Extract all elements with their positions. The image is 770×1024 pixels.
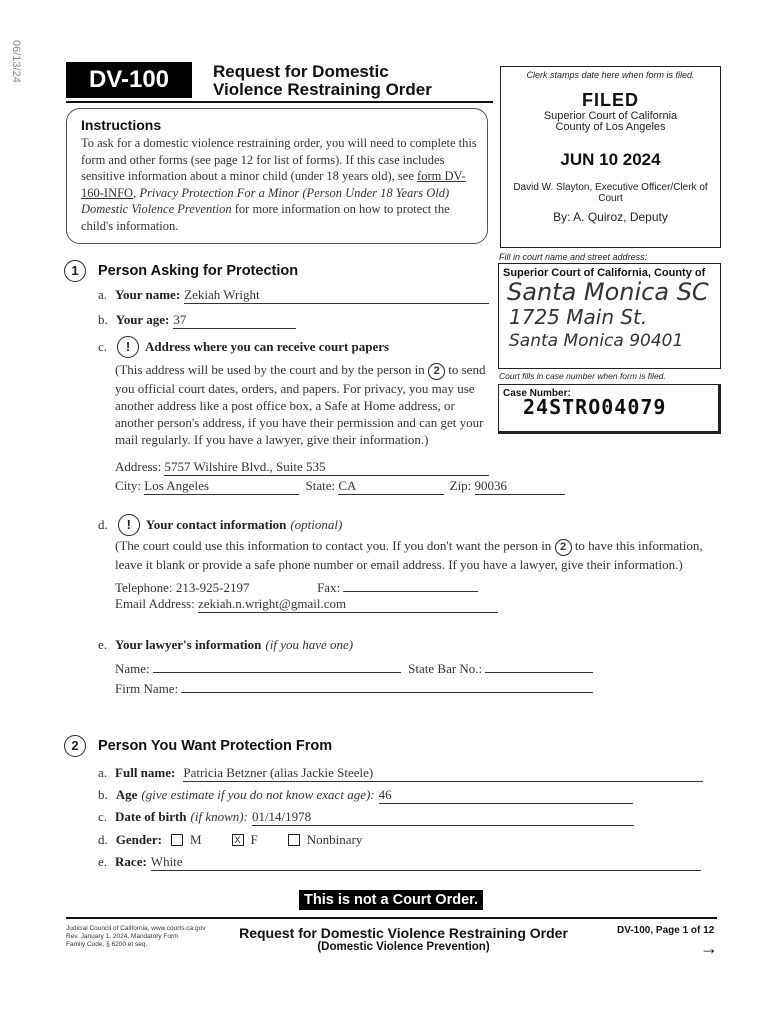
instructions-text: To ask for a domestic violence restraining order, you will need to complete this form and other forms (see page 12 for list of forms). If this case includes sensitive information about a minor child (under 18 years old), see form DV-160-INFO, Privacy Protection For a Minor (Person Under 18 Years Old) Domestic Violence Prevention for more information on how to protect the child's information. — [81, 136, 477, 233]
contact-explanation: (The court could use this information to contact you. If you don't want the person in 2 to have this information, leave it blank or provide a safe phone number or email address. If you have a lawyer, give their information.) — [115, 538, 703, 572]
case-number: 24STRO04079 — [523, 395, 667, 419]
dob-label: Date of birth — [115, 809, 187, 824]
zip-field[interactable]: 90036 — [475, 478, 565, 495]
clerk-caption: Clerk stamps date here when form is filed. — [526, 70, 695, 80]
contact-heading: Your contact information — [145, 517, 287, 532]
lawyer-name-field[interactable] — [153, 658, 401, 673]
city-field[interactable]: Los Angeles — [144, 478, 299, 495]
court-printed-label: Superior Court of California, County of — [503, 267, 706, 279]
age-field[interactable]: 46 — [379, 787, 633, 804]
address-heading-row: c. ! Address where you can receive court papers — [98, 336, 389, 358]
address-field[interactable]: 5757 Wilshire Blvd., Suite 535 — [164, 459, 489, 476]
footer-left-text: Judicial Council of California, www.courts.ca.gov Rev. January 1, 2024, Mandatory Form Family Code, § 6200 et seq. — [66, 925, 206, 948]
section-2-heading — [64, 735, 332, 757]
clerk-stamp-box — [500, 66, 721, 248]
city-state-zip-row: City: Los Angeles State: CA Zip: 90036 — [115, 478, 565, 495]
address-row: Address: 5757 Wilshire Blvd., Suite 535 — [115, 459, 489, 476]
section-2-ref: 2 — [428, 363, 445, 380]
race-field[interactable]: White — [151, 854, 701, 871]
gender-f-checkbox[interactable]: X — [232, 834, 244, 846]
court-name-handwritten: Santa Monica SC — [507, 278, 709, 306]
full-name-row: a. Full name: Patricia Betzner (alias Jackie Steele) — [98, 764, 703, 782]
address-heading: Address where you can receive court papers — [145, 339, 390, 354]
clerk-deputy: By: A. Quiroz, Deputy — [553, 210, 668, 224]
header-rule — [66, 101, 493, 103]
dob-row: c. Date of birth (if known): 01/14/1978 — [98, 808, 634, 826]
lawyer-name-row: Name: State Bar No.: — [115, 658, 593, 677]
alert-icon: ! — [117, 336, 139, 358]
alert-icon: ! — [118, 514, 140, 536]
case-number-box — [498, 384, 721, 434]
race-row: e. Race: White — [98, 853, 701, 871]
footer-page-number: DV-100, Page 1 of 12 — [617, 925, 715, 936]
age-row: b. Age (give estimate if you do not know exact age): 46 — [98, 786, 633, 804]
clerk-court: Superior Court of California County of Los Angeles — [543, 110, 678, 133]
firm-name-row: Firm Name: — [115, 678, 593, 697]
section-1-heading — [64, 260, 298, 282]
court-city-handwritten: Santa Monica 90401 — [509, 331, 684, 351]
not-court-order-banner: This is not a Court Order. — [299, 890, 483, 910]
court-caption: Fill in court name and street address: — [499, 252, 648, 262]
court-name-box — [498, 263, 721, 369]
form-dv160-link[interactable]: form DV-160-INFO — [81, 169, 466, 200]
lawyer-heading: Your lawyer's information — [115, 637, 262, 652]
state-bar-field[interactable] — [485, 658, 593, 673]
gender-row: d. Gender: M X F Nonbinary — [98, 832, 363, 847]
state-field[interactable]: CA — [338, 478, 444, 495]
instructions-box — [66, 108, 488, 244]
gender-label: Gender: — [115, 832, 162, 847]
your-name-row: a. Your name: Zekiah Wright — [98, 286, 489, 304]
section-1-number: 1 — [64, 260, 86, 282]
form-id-badge: DV-100 — [66, 62, 192, 98]
your-age-field[interactable]: 37 — [173, 312, 296, 329]
your-name-label: Your name: — [115, 287, 181, 302]
gender-m-checkbox[interactable] — [171, 834, 183, 846]
phone-fax-row: Telephone: 213-925-2197 Fax: — [115, 577, 478, 596]
your-age-row: b. Your age: 37 — [98, 311, 296, 329]
firm-name-field[interactable] — [181, 678, 593, 693]
lawyer-heading-row: e. Your lawyer's information (if you have one) — [98, 637, 354, 652]
section-2-ref: 2 — [555, 539, 572, 556]
telephone-field[interactable]: 213-925-2197 — [175, 580, 250, 595]
footer-rule — [66, 917, 717, 919]
footer-title: Request for Domestic Violence Restraining Order (Domestic Violence Prevention) — [239, 925, 568, 953]
section-2-title: Person You Want Protection From — [98, 738, 333, 754]
full-name-field[interactable]: Patricia Betzner (alias Jackie Steele) — [183, 765, 703, 782]
case-caption: Court fills in case number when form is filed. — [499, 371, 666, 381]
filed-date: JUN 10 2024 — [560, 150, 661, 169]
dob-field[interactable]: 01/14/1978 — [252, 809, 634, 826]
clerk-officer: David W. Slayton, Executive Officer/Clerk of Court — [513, 182, 708, 204]
next-page-arrow-icon[interactable]: → — [700, 938, 718, 958]
filed-stamp: FILED — [582, 90, 639, 110]
your-name-field[interactable]: Zekiah Wright — [184, 287, 489, 304]
court-street-handwritten: 1725 Main St. — [509, 305, 648, 329]
age-label: Age — [115, 787, 138, 802]
gender-nonbinary-checkbox[interactable] — [288, 834, 300, 846]
your-age-label: Your age: — [115, 312, 170, 327]
email-row: Email Address: zekiah.n.wright@gmail.com — [115, 596, 498, 613]
address-explanation: (This address will be used by the court and by the person in 2 to send you official court dates, orders, and papers. For privacy, you may use another address like a post office box, a Safe at Home address, or another person's address, if you have their permission and can get your mail regularly. If you have a lawyer, give their information.) — [115, 362, 486, 447]
section-2-number: 2 — [64, 735, 86, 757]
instructions-heading: Instructions — [81, 117, 162, 133]
margin-date-stamp: 06/13/24 — [10, 40, 22, 83]
form-title: Request for Domestic Violence Restraining Order — [213, 62, 432, 99]
contact-heading-row: d. ! Your contact information (optional) — [98, 514, 342, 536]
fax-field[interactable] — [343, 577, 478, 592]
race-label: Race: — [115, 854, 147, 869]
case-number-label: Case Number: — [503, 388, 571, 399]
full-name-label: Full name: — [115, 765, 176, 780]
section-1-title: Person Asking for Protection — [98, 263, 299, 279]
email-field[interactable]: zekiah.n.wright@gmail.com — [198, 596, 498, 613]
